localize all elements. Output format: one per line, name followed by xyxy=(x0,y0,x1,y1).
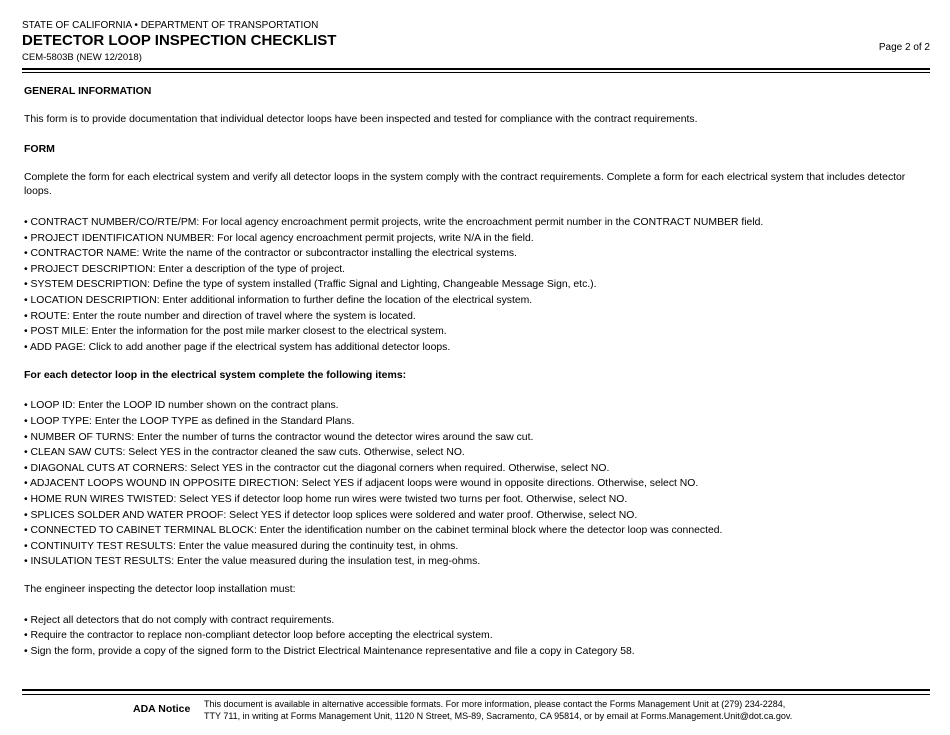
list-item: • PROJECT DESCRIPTION: Enter a description of the type of project. xyxy=(24,263,346,275)
list-item: • LOOP ID: Enter the LOOP ID number shown on the contract plans. xyxy=(24,400,339,412)
form-intro: Complete the form for each electrical system and verify all detector loops in the system comply with the contract requirements. Complete a form for each electrical system that includes detector loops. xyxy=(24,172,906,197)
list-item: • ADD PAGE: Click to add another page if the electrical system has additional detector loops. xyxy=(24,341,451,353)
list-item: • PROJECT IDENTIFICATION NUMBER: For local agency encroachment permit projects, write N/A in the field. xyxy=(24,232,534,244)
engineer-intro: The engineer inspecting the detector loop installation must: xyxy=(24,583,296,595)
engineer-list xyxy=(24,613,914,660)
list-item: • INSULATION TEST RESULTS: Enter the value measured during the insulation test, in meg-ohms. xyxy=(24,556,481,568)
form-number: CEM-5803B (NEW 12/2018) xyxy=(22,52,142,63)
list-item: • SPLICES SOLDER AND WATER PROOF: Select YES if detector loop splices were soldered and water proof. Otherwise, select NO. xyxy=(24,509,638,521)
header-divider xyxy=(22,68,930,70)
form-header xyxy=(22,20,932,64)
list-item: • CONTINUITY TEST RESULTS: Enter the value measured during the continuity test, in ohms. xyxy=(24,540,459,552)
list-item: • Reject all detectors that do not comply with contract requirements. xyxy=(24,614,335,626)
ada-notice-line: This document is available in alternative accessible formats. For more information, please contact the Forms Management Unit at (279) 234-2284, xyxy=(204,699,786,709)
header-divider-thin xyxy=(22,72,930,73)
list-item: • ROUTE: Enter the route number and direction of travel where the system is located. xyxy=(24,310,416,322)
footer-divider xyxy=(22,689,930,691)
list-item: • SYSTEM DESCRIPTION: Define the type of system installed (Traffic Signal and Lighting, Changeable Message Sign, etc.). xyxy=(24,279,597,291)
footer-divider-thin xyxy=(22,694,930,695)
list-item: • POST MILE: Enter the information for the post mile marker closest to the electrical system. xyxy=(24,326,447,338)
page-number: Page 2 of 2 xyxy=(878,42,930,53)
ada-notice-text xyxy=(204,698,924,722)
agency-line: STATE OF CALIFORNIA • DEPARTMENT OF TRANSPORTATION xyxy=(22,20,319,31)
general-heading: GENERAL INFORMATION xyxy=(24,85,152,97)
form-heading: FORM xyxy=(24,143,55,155)
list-item: • LOOP TYPE: Enter the LOOP TYPE as defined in the Standard Plans. xyxy=(24,415,355,427)
list-item: • Require the contractor to replace non-compliant detector loop before accepting the electrical system. xyxy=(24,630,493,642)
form-field-list xyxy=(24,215,914,355)
list-item: • LOCATION DESCRIPTION: Enter additional information to further define the location of the electrical system. xyxy=(24,294,533,306)
list-item: • CLEAN SAW CUTS: Select YES in the contractor cleaned the saw cuts. Otherwise, select NO. xyxy=(24,447,465,459)
list-item: • CONNECTED TO CABINET TERMINAL BLOCK: Enter the identification number on the cabinet terminal block where the detector loop was connected. xyxy=(24,525,723,537)
list-item: • ADJACENT LOOPS WOUND IN OPPOSITE DIRECTION: Select YES if adjacent loops were wound in opposite directions. Otherwise, select NO. xyxy=(24,478,699,490)
list-item: • CONTRACT NUMBER/CO/RTE/PM: For local agency encroachment permit projects, write the encroachment permit number in the CONTRACT NUMBER field. xyxy=(24,217,764,228)
loop-field-list xyxy=(24,398,914,570)
form-title: DETECTOR LOOP INSPECTION CHECKLIST xyxy=(22,32,337,49)
list-item: • HOME RUN WIRES TWISTED: Select YES if detector loop home run wires were twisted two turns per foot. Otherwise, select NO. xyxy=(24,493,628,505)
list-item: • DIAGONAL CUTS AT CORNERS: Select YES in the contractor cut the diagonal corners when required. Otherwise, select NO. xyxy=(24,462,610,474)
list-item: • Sign the form, provide a copy of the signed form to the District Electrical Maintenance representative and file a copy in Category 58. xyxy=(24,646,635,658)
list-item: • NUMBER OF TURNS: Enter the number of turns the contractor wound the detector wires around the saw cut. xyxy=(24,431,534,443)
loop-heading: For each detector loop in the electrical system complete the following items: xyxy=(24,369,407,382)
list-item: • CONTRACTOR NAME: Write the name of the contractor or subcontractor installing the electrical systems. xyxy=(24,248,517,260)
instructions-body xyxy=(24,84,914,660)
general-text: This form is to provide documentation that individual detector loops have been inspected and tested for compliance with the contract requirements. xyxy=(24,114,698,125)
ada-notice-label: ADA Notice xyxy=(133,703,191,715)
ada-notice-line: TTY 711, in writing at Forms Management Unit, 1120 N Street, MS-89, Sacramento, CA 95814, or by email at Forms.Management.Unit@dot.ca.gov. xyxy=(204,711,793,721)
